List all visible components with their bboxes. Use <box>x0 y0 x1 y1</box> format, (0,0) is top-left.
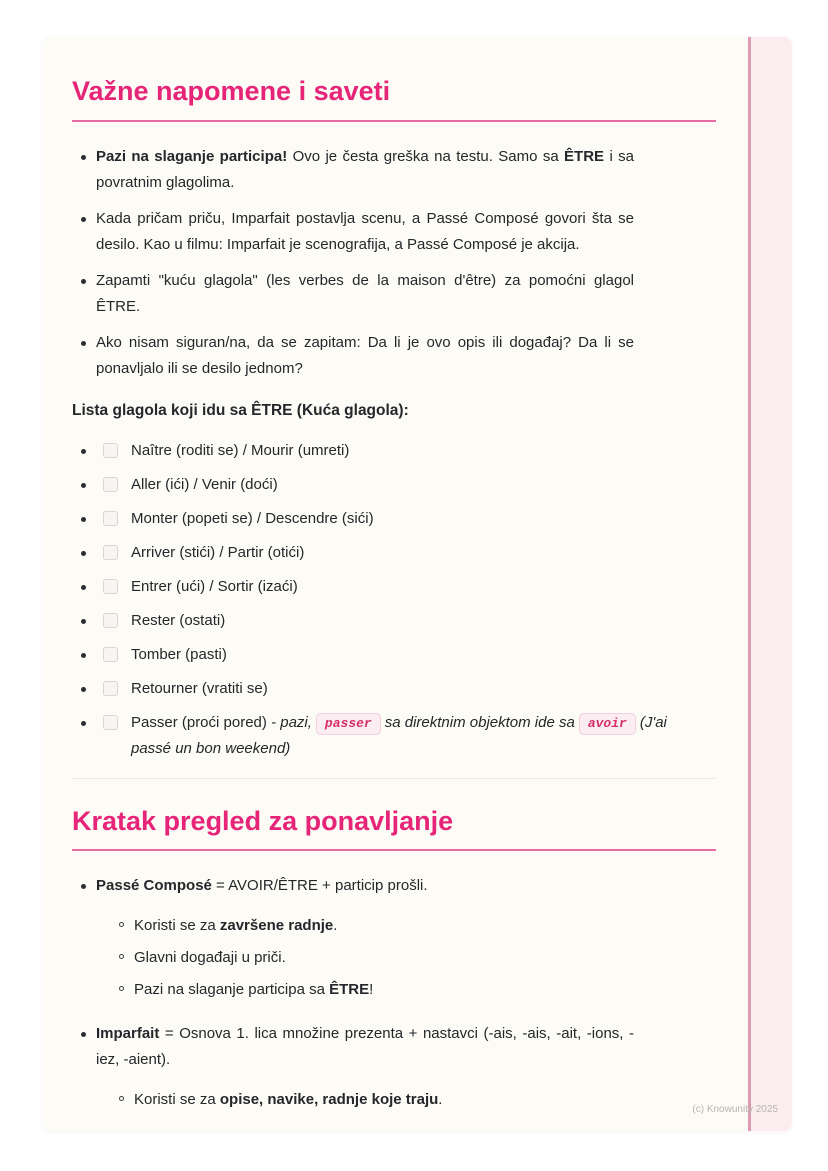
outline-subitem-text <box>134 913 672 939</box>
checklist-item-text <box>131 608 669 634</box>
checkbox-unchecked[interactable] <box>103 579 118 594</box>
note-item <box>72 330 716 382</box>
notes-list <box>72 144 716 382</box>
outline-item-body <box>96 1021 716 1119</box>
text-segment: (J'ai passé un bon weekend) <box>131 713 667 757</box>
text-segment: ÊTRE <box>564 147 605 165</box>
checklist-item <box>72 710 716 762</box>
text-segment: Monter (popeti se) / Descendre (sići) <box>131 509 374 527</box>
text-segment: . <box>438 1091 443 1109</box>
outline-subitem <box>96 977 716 1003</box>
bullet-disc-icon <box>81 483 86 488</box>
text-segment: Arriver (stići) / Partir (otići) <box>131 543 305 561</box>
text-segment: Koristi se za <box>134 917 220 935</box>
checklist-item-text <box>131 438 669 464</box>
note-item <box>72 144 716 196</box>
text-segment: = AVOIR/ÊTRE + particip prošli. <box>211 877 428 895</box>
outline-item-text <box>96 1021 634 1073</box>
bullet-disc-icon <box>81 217 86 222</box>
inline-code-chip: avoir <box>579 713 636 735</box>
section-important-notes <box>72 77 716 762</box>
inline-code-chip: passer <box>316 713 381 735</box>
text-segment: . <box>333 917 338 935</box>
review-outline <box>72 873 716 1119</box>
section-quick-review <box>72 807 716 1120</box>
text-segment: Pazi na slaganje participa sa <box>134 981 330 999</box>
outline-item <box>72 1021 716 1119</box>
text-segment: Imparfait <box>96 1025 160 1043</box>
etre-verbs-checklist <box>72 438 716 762</box>
checklist-item-text <box>131 506 669 532</box>
bullet-disc-icon <box>81 585 86 590</box>
checkbox-unchecked[interactable] <box>103 613 118 628</box>
note-item-text <box>96 144 634 196</box>
note-item <box>72 268 716 320</box>
text-segment: ÊTRE <box>329 981 370 999</box>
outline-subitem-text <box>134 977 672 1003</box>
text-segment: Rester (ostati) <box>131 611 226 629</box>
bullet-disc-icon <box>81 721 86 726</box>
bullet-disc-icon <box>81 884 86 889</box>
outline-subitem <box>96 1087 716 1113</box>
bullet-disc-icon <box>81 687 86 692</box>
outline-subitem <box>96 913 716 939</box>
checklist-item <box>72 438 716 464</box>
text-segment: završene radnje <box>219 917 334 935</box>
text-segment: - pazi, <box>271 713 312 731</box>
checklist-item <box>72 574 716 600</box>
bullet-disc-icon <box>81 653 86 658</box>
text-segment: Entrer (ući) / Sortir (izaći) <box>131 577 298 595</box>
bullet-disc-icon <box>81 279 86 284</box>
checklist-item-text <box>131 710 669 762</box>
text-segment: Passer (proći pored) <box>131 713 272 731</box>
text-segment: Ako nisam siguran/na, da se zapitam: Da li je ovo opis ili događaj? Da li se ponavljalo ili se desilo jednom? <box>96 333 634 377</box>
checklist-item <box>72 608 716 634</box>
text-segment: Aller (ići) / Venir (doći) <box>131 475 278 493</box>
note-item <box>72 206 716 258</box>
section-divider <box>72 778 716 779</box>
text-segment: i sa povratnim glagolima. <box>96 147 634 191</box>
outline-sublist <box>96 913 716 1003</box>
document-card <box>42 37 792 1131</box>
outline-subitem <box>96 945 716 971</box>
checklist-item <box>72 472 716 498</box>
text-segment: Zapamti "kuću glagola" (les verbes de la maison d'être) za pomoćni glagol ÊTRE. <box>96 271 634 315</box>
bullet-disc-icon <box>81 155 86 160</box>
text-segment: Kada pričam priču, Imparfait postavlja scenu, a Passé Composé govori šta se desilo. Kao u filmu: Imparfait je scenografija, a Passé Composé je akcija. <box>96 209 634 253</box>
outline-item <box>72 873 716 1009</box>
checklist-item <box>72 506 716 532</box>
checklist-item-text <box>131 676 669 702</box>
document-content <box>42 37 792 1161</box>
checkbox-unchecked[interactable] <box>103 647 118 662</box>
copyright-watermark: (c) Knowunity 2025 <box>692 1104 778 1115</box>
checklist-item-text <box>131 574 669 600</box>
note-item-text <box>96 268 634 320</box>
bullet-disc-icon <box>81 551 86 556</box>
checkbox-unchecked[interactable] <box>103 511 118 526</box>
bullet-circle-icon <box>119 1096 124 1101</box>
text-segment: Retourner (vratiti se) <box>131 679 268 697</box>
text-segment: Ovo je česta greška na testu. Samo sa <box>287 147 565 165</box>
note-item-text <box>96 206 634 258</box>
checkbox-unchecked[interactable] <box>103 477 118 492</box>
checkbox-unchecked[interactable] <box>103 681 118 696</box>
checkbox-unchecked[interactable] <box>103 545 118 560</box>
text-segment: sa direktnim objektom ide sa <box>384 713 575 731</box>
text-segment: Tomber (pasti) <box>131 645 227 663</box>
checklist-item-text <box>131 472 669 498</box>
outline-sublist <box>96 1087 716 1113</box>
text-segment: Pazi na slaganje participa! <box>96 147 288 165</box>
text-segment: Passé Composé <box>96 877 212 895</box>
outline-item-body <box>96 873 716 1009</box>
checklist-item-text <box>131 642 669 668</box>
section-title-important-notes: Važne napomene i saveti <box>72 77 716 122</box>
text-segment: ! <box>369 981 374 999</box>
checkbox-unchecked[interactable] <box>103 443 118 458</box>
text-segment: Naître (roditi se) / Mourir (umreti) <box>131 441 350 459</box>
outline-subitem-text <box>134 1087 672 1113</box>
checklist-item <box>72 642 716 668</box>
outline-item-text <box>96 873 634 899</box>
text-segment: Glavni događaji u priči. <box>134 949 286 967</box>
text-segment: Koristi se za <box>134 1091 220 1109</box>
bullet-circle-icon <box>119 986 124 991</box>
text-segment: opise, navike, radnje koje traju <box>219 1091 439 1109</box>
bullet-disc-icon <box>81 341 86 346</box>
outline-subitem-text <box>134 945 672 971</box>
bullet-disc-icon <box>81 1032 86 1037</box>
checklist-item <box>72 540 716 566</box>
etre-verbs-list-heading: Lista glagola koji idu sa ÊTRE (Kuća glagola): <box>72 401 409 419</box>
text-segment: = Osnova 1. lica množine prezenta + nastavci (-ais, -ais, -ait, -ions, -iez, -aient). <box>96 1025 634 1069</box>
note-item-text <box>96 330 634 382</box>
bullet-disc-icon <box>81 449 86 454</box>
bullet-circle-icon <box>119 922 124 927</box>
bullet-disc-icon <box>81 517 86 522</box>
checklist-item-text <box>131 540 669 566</box>
checkbox-unchecked[interactable] <box>103 715 118 730</box>
bullet-disc-icon <box>81 619 86 624</box>
checklist-item <box>72 676 716 702</box>
bullet-circle-icon <box>119 954 124 959</box>
section-title-quick-review: Kratak pregled za ponavljanje <box>72 807 716 852</box>
